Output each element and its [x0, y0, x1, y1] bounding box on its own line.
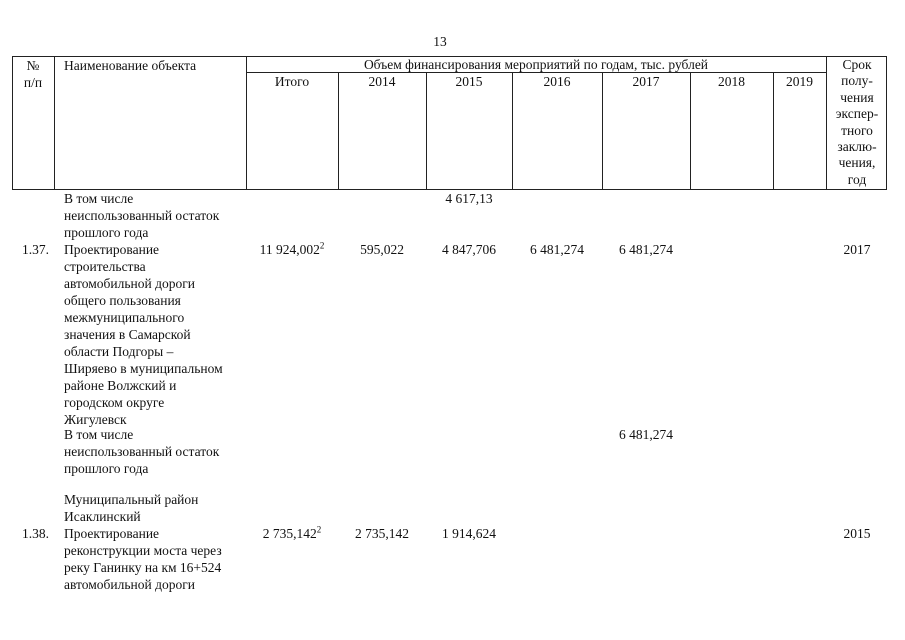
row-value-2014: 595,022	[360, 242, 404, 257]
header-deadline: Срок полу- чения экспер- тного заклю- чения, год	[835, 57, 879, 187]
header-name: Наименование объекта	[64, 58, 197, 73]
header-year-2017: 2017	[632, 74, 660, 89]
row-name-line: реку Ганинку на км 16+524	[64, 560, 222, 575]
row-name-line: Ширяево в муниципальном	[64, 361, 223, 376]
row-name-line: районе Волжский и	[64, 378, 177, 393]
header-volume: Объем финансирования мероприятий по годам, тыс. рублей	[363, 57, 709, 72]
row-name	[64, 241, 223, 428]
row-name-line: неиспользованный остаток	[64, 208, 220, 223]
header-year-2015: 2015	[455, 74, 483, 89]
row-name-line: значения в Самарской	[64, 327, 191, 342]
row-name-line: реконструкции моста через	[64, 543, 222, 558]
row-name-line: Муниципальный район	[64, 492, 199, 507]
row-name-line: городском округе	[64, 395, 165, 410]
row-name-line: общего пользования	[64, 293, 181, 308]
row-num: 1.37.	[22, 242, 49, 257]
row-name-line: межмуниципального	[64, 310, 185, 325]
row-deadline: 2015	[843, 526, 871, 541]
header-year-2016: 2016	[543, 74, 571, 89]
row-value-2015: 1 914,624	[442, 526, 496, 541]
row-total-value: 11 924,002	[259, 242, 320, 257]
row-name-line: Жигулевск	[64, 412, 127, 427]
header-year-2018: 2018	[718, 74, 745, 89]
row-total-value: 2 735,142	[262, 526, 317, 541]
row-name-line: Проектирование	[64, 526, 160, 541]
row-name-line: автомобильной дороги	[64, 577, 195, 592]
row-value-2014: 2 735,142	[355, 526, 409, 541]
header-year-2014: 2014	[368, 74, 396, 89]
row-name-line: В том числе	[64, 427, 134, 442]
row-name	[64, 190, 219, 241]
row-value-2015: 4 847,706	[442, 242, 496, 257]
row-name-line: Проектирование	[64, 242, 160, 257]
row-total	[246, 525, 338, 542]
row-name	[64, 491, 198, 525]
header-year-2019: 2019	[786, 74, 813, 89]
footnote-marker: 2	[316, 524, 322, 535]
row-name-line: строительства	[64, 259, 146, 274]
header-num: № п/п	[23, 58, 43, 90]
row-name	[64, 426, 219, 477]
row-value-2017: 6 481,274	[619, 427, 673, 442]
row-name-line: неиспользованный остаток	[64, 444, 220, 459]
col-divider	[54, 56, 55, 190]
row-name-line: прошлого года	[64, 225, 149, 240]
row-value-2015: 4 617,13	[445, 191, 493, 206]
row-name-line: Исаклинский	[64, 509, 141, 524]
row-total	[246, 241, 338, 258]
header-total: Итого	[274, 74, 310, 89]
footnote-marker: 2	[319, 240, 325, 251]
row-name-line: автомобильной дороги	[64, 276, 195, 291]
row-deadline: 2017	[843, 242, 871, 257]
row-name-line: области Подгоры –	[64, 344, 174, 359]
row-value-2016: 6 481,274	[530, 242, 584, 257]
row-name-line: прошлого года	[64, 461, 149, 476]
row-name	[64, 525, 222, 593]
row-num: 1.38.	[22, 526, 49, 541]
row-value-2017: 6 481,274	[619, 242, 673, 257]
page-number: 13	[433, 34, 447, 49]
row-name-line: В том числе	[64, 191, 134, 206]
